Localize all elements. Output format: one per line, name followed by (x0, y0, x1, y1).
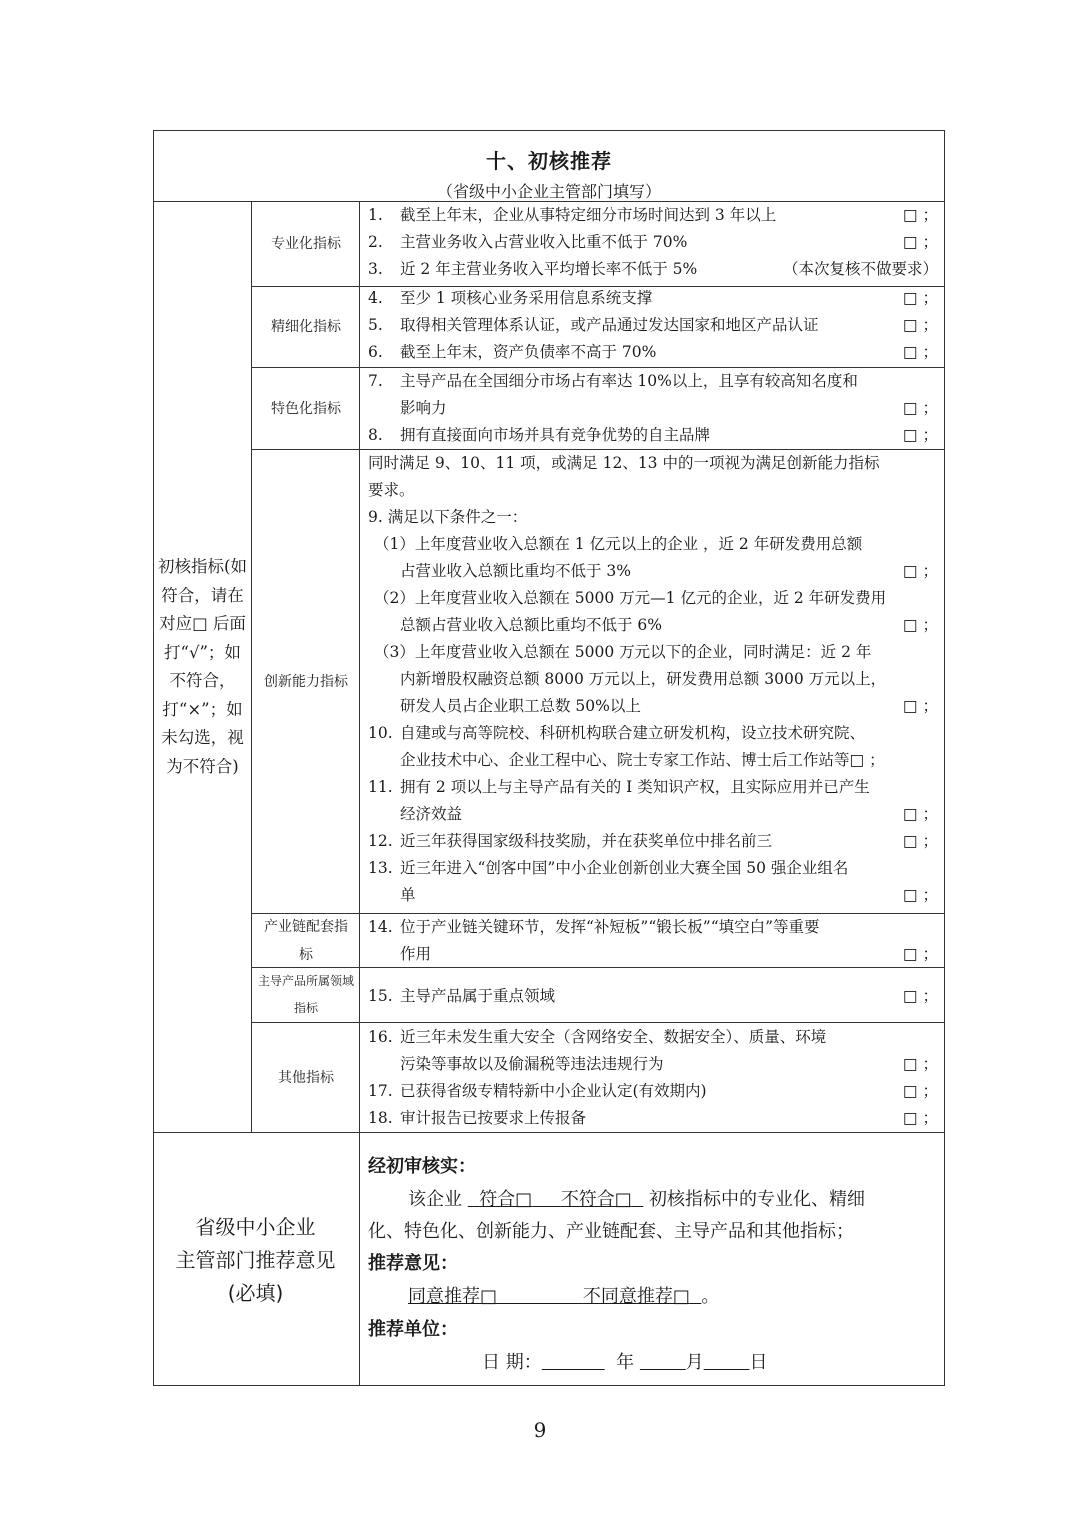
checkbox[interactable]: □ ； (902, 206, 938, 224)
opinion-label: 推荐意见： (368, 1253, 458, 1274)
checkbox[interactable]: □ ； (902, 1082, 938, 1100)
criteria-num: 5. (368, 316, 383, 334)
criteria-line (368, 339, 938, 366)
criteria-line (368, 774, 938, 801)
criteria-text: 经济效益 (400, 805, 463, 823)
month-label: 月 (685, 1352, 704, 1373)
criteria-line (368, 1078, 938, 1105)
criteria-num: 16. (368, 1028, 393, 1046)
not-meets-label: 不符合□ (560, 1189, 632, 1210)
criteria-text: 污染等事故以及偷漏税等违法违规行为 (400, 1055, 664, 1073)
unit-label: 推荐单位： (368, 1319, 458, 1340)
criteria-text: 同时满足 9、10、11 项，或满足 12、13 中的一项视为满足创新能力指标 (368, 454, 880, 472)
agree-label: 同意推荐□ (408, 1286, 498, 1307)
criteria-line (368, 855, 938, 882)
exemption-note: （本次复核不做要求） (782, 260, 938, 278)
criteria-line (368, 612, 938, 639)
criteria-text: 自建或与高等院校、科研机构联合建立研发机构，设立技术研究院、 (400, 724, 866, 742)
criteria-line (368, 747, 938, 774)
criteria-text: 要求。 (368, 481, 415, 499)
criteria-num: 18. (368, 1109, 393, 1127)
criteria-instructions: 初核指标(如符合，请在对应□ 后面打“√”；如不符合，打“×”；如未勾选，视为不符合) (158, 557, 247, 776)
checkbox[interactable]: □ ； (902, 616, 938, 634)
criteria-text: 审计报告已按要求上传报备 (400, 1109, 587, 1127)
criteria-line (368, 983, 938, 1010)
criteria-text: 近三年未发生重大安全（含网络安全、数据安全）、质量、环境 (400, 1028, 827, 1046)
meets-checkbox[interactable] (468, 1189, 644, 1210)
criteria-text: （2）上年度营业收入总额在 5000 万元—1 亿元的企业，近 2 年研发费用 (374, 589, 887, 607)
criteria-line (368, 285, 938, 312)
checkbox[interactable]: □ ； (902, 1055, 938, 1073)
criteria-num: 10. (368, 724, 393, 742)
criteria-num: 7. (368, 372, 383, 390)
checkbox[interactable]: □ ； (902, 805, 938, 823)
verify-line-1-rest: 初核指标中的专业化、精细 (649, 1189, 866, 1210)
criteria-text: 近三年获得国家级科技奖励，并在获奖单位中排名前三 (400, 832, 773, 850)
criteria-line (368, 941, 938, 968)
date-label: 日 期： (482, 1352, 542, 1373)
checkbox[interactable]: □ ； (902, 562, 938, 580)
checkbox[interactable]: □ ； (902, 945, 938, 963)
criteria-text: 单 (400, 886, 416, 904)
criteria-line (368, 312, 938, 339)
criteria-num: 1. (368, 206, 383, 224)
opinion-choices (408, 1282, 719, 1308)
criteria-line (368, 531, 938, 558)
criteria-num: 14. (368, 918, 393, 936)
criteria-line (368, 914, 938, 941)
section-subtitle: （省级中小企业主管部门填写） (436, 182, 661, 201)
criteria-line (368, 450, 938, 477)
criteria-text: 企业技术中心、企业工程中心、院士专家工作站、博士后工作站等□ ； (400, 751, 885, 769)
criteria-num: 6. (368, 343, 383, 361)
criteria-text: 拥有 2 项以上与主导产品有关的 I 类知识产权，且实际应用并已产生 (400, 778, 870, 796)
checkbox[interactable]: □ ； (902, 426, 938, 444)
criteria-text: 主导产品在全国细分市场占有率达 10%以上，且享有较高知名度和 (400, 372, 858, 390)
recommendation-form (153, 130, 945, 1386)
criteria-text: 9. 满足以下条件之一： (368, 508, 528, 526)
page-number: 9 (533, 1418, 547, 1442)
verify-line-2: 化、特色化、创新能力、产业链配套、主导产品和其他指标； (368, 1221, 854, 1242)
checkbox[interactable]: □ ； (902, 233, 938, 251)
meets-label: 符合□ (479, 1189, 533, 1210)
criteria-num: 8. (368, 426, 383, 444)
criteria-text: 总额占营业收入总额比重均不低于 6% (400, 616, 663, 634)
opinion-period: 。 (701, 1286, 720, 1307)
criteria-text: 位于产业链关键环节，发挥“补短板”“锻长板”“填空白”等重要 (400, 918, 820, 936)
recommendation-label (154, 1134, 357, 1386)
group-distinctiveness: 特色化指标 (271, 400, 341, 417)
criteria-line (368, 395, 938, 422)
criteria-num: 11. (368, 778, 393, 796)
criteria-num: 12. (368, 832, 393, 850)
criteria-line (368, 558, 938, 585)
criteria-text: 截至上年末，企业从事特定细分市场时间达到 3 年以上 (400, 206, 777, 224)
day-label: 日 (749, 1352, 768, 1373)
criteria-text: 取得相关管理体系认证，或产品通过发达国家和地区产品认证 (400, 316, 819, 334)
criteria-line (368, 801, 938, 828)
year-label: 年 (616, 1352, 635, 1373)
criteria-text: 近三年进入“创客中国”中小企业创新创业大赛全国 50 强企业组名 (400, 859, 849, 877)
divider (154, 1132, 944, 1133)
criteria-text: 影响力 (400, 399, 447, 417)
day-field[interactable] (704, 1352, 750, 1373)
criteria-line (368, 229, 938, 256)
criteria-line (368, 666, 938, 693)
criteria-line (368, 720, 938, 747)
criteria-line (368, 422, 938, 449)
recommendation-label-line: 省级中小企业 (195, 1214, 316, 1239)
checkbox[interactable]: □ ； (902, 886, 938, 904)
criteria-line (368, 1051, 938, 1078)
criteria-text: （1）上年度营业收入总额在 1 亿元以上的企业 ，近 2 年研发费用总额 (374, 535, 863, 553)
criteria-text: 主营业务收入占营业收入比重不低于 70% (400, 233, 688, 251)
criteria-line (368, 1105, 938, 1132)
checkbox[interactable]: □ ； (902, 289, 938, 307)
checkbox[interactable]: □ ； (902, 316, 938, 334)
criteria-text: 截至上年末，资产负债率不高于 70% (400, 343, 657, 361)
criteria-line (368, 882, 938, 909)
group-industry-chain: 产业链配套指标 (264, 918, 348, 963)
group-specialization: 专业化指标 (271, 236, 341, 252)
form-header (154, 131, 944, 202)
criteria-text: 拥有直接面向市场并具有竞争优势的自主品牌 (400, 426, 711, 444)
criteria-num: 2. (368, 233, 383, 251)
criteria-text: 研发人员占企业职工总数 50%以上 (400, 697, 641, 715)
criteria-line (368, 693, 938, 720)
criteria-text: 已获得省级专精特新中小企业认定(有效期内) (400, 1082, 707, 1100)
criteria-text: 近 2 年主营业务收入平均增长率不低于 5% (400, 260, 698, 278)
criteria-line (368, 585, 938, 612)
verify-label: 经初审核实： (368, 1156, 476, 1177)
criteria-text: 内新增股权融资总额 8000 万元以上，研发费用总额 3000 万元以上， (400, 670, 887, 688)
checkbox[interactable]: □ ； (902, 832, 938, 850)
group-refinement: 精细化指标 (271, 319, 341, 335)
criteria-text: 作用 (400, 945, 432, 963)
criteria-line (368, 828, 938, 855)
section-title: 十、初核推荐 (486, 149, 612, 173)
checkbox[interactable]: □ ； (902, 697, 938, 715)
group-main-product-field: 主导产品所属领域指标 (258, 974, 355, 1015)
recommendation-label-line: 主管部门推荐意见 (175, 1247, 336, 1272)
year-field[interactable] (542, 1352, 605, 1373)
date-line (482, 1348, 767, 1374)
criteria-line (368, 1024, 938, 1051)
group-innovation: 创新能力指标 (264, 673, 348, 690)
criteria-line (368, 368, 938, 395)
criteria-line (368, 477, 938, 504)
criteria-line (368, 504, 938, 531)
recommendation-label-line: (必填) (227, 1280, 284, 1305)
criteria-line (368, 256, 938, 283)
criteria-num: 4. (368, 289, 383, 307)
checkbox[interactable]: □ ； (902, 1109, 938, 1127)
company-prefix: 该企业 (408, 1189, 462, 1210)
criteria-text: 占营业收入总额比重均不低于 3% (400, 562, 632, 580)
criteria-text: （3）上年度营业收入总额在 5000 万元以下的企业，同时满足：近 2 年 (374, 643, 872, 661)
month-field[interactable] (640, 1352, 686, 1373)
checkbox[interactable]: □ ； (902, 399, 938, 417)
criteria-text: 至少 1 项核心业务采用信息系统支撑 (400, 289, 653, 307)
disagree-label: 不同意推荐□ (582, 1286, 690, 1307)
checkbox[interactable]: □ ； (902, 343, 938, 361)
criteria-num: 15. (368, 987, 393, 1005)
criteria-line (368, 639, 938, 666)
checkbox[interactable]: □ ； (902, 987, 938, 1005)
verify-line-1 (408, 1185, 865, 1211)
criteria-text: 主导产品属于重点领域 (400, 987, 556, 1005)
criteria-num: 13. (368, 859, 393, 877)
group-other: 其他指标 (278, 1069, 334, 1086)
criteria-num: 17. (368, 1082, 393, 1100)
criteria-num: 3. (368, 260, 383, 278)
criteria-line (368, 202, 938, 229)
agree-checkbox[interactable] (408, 1286, 701, 1307)
